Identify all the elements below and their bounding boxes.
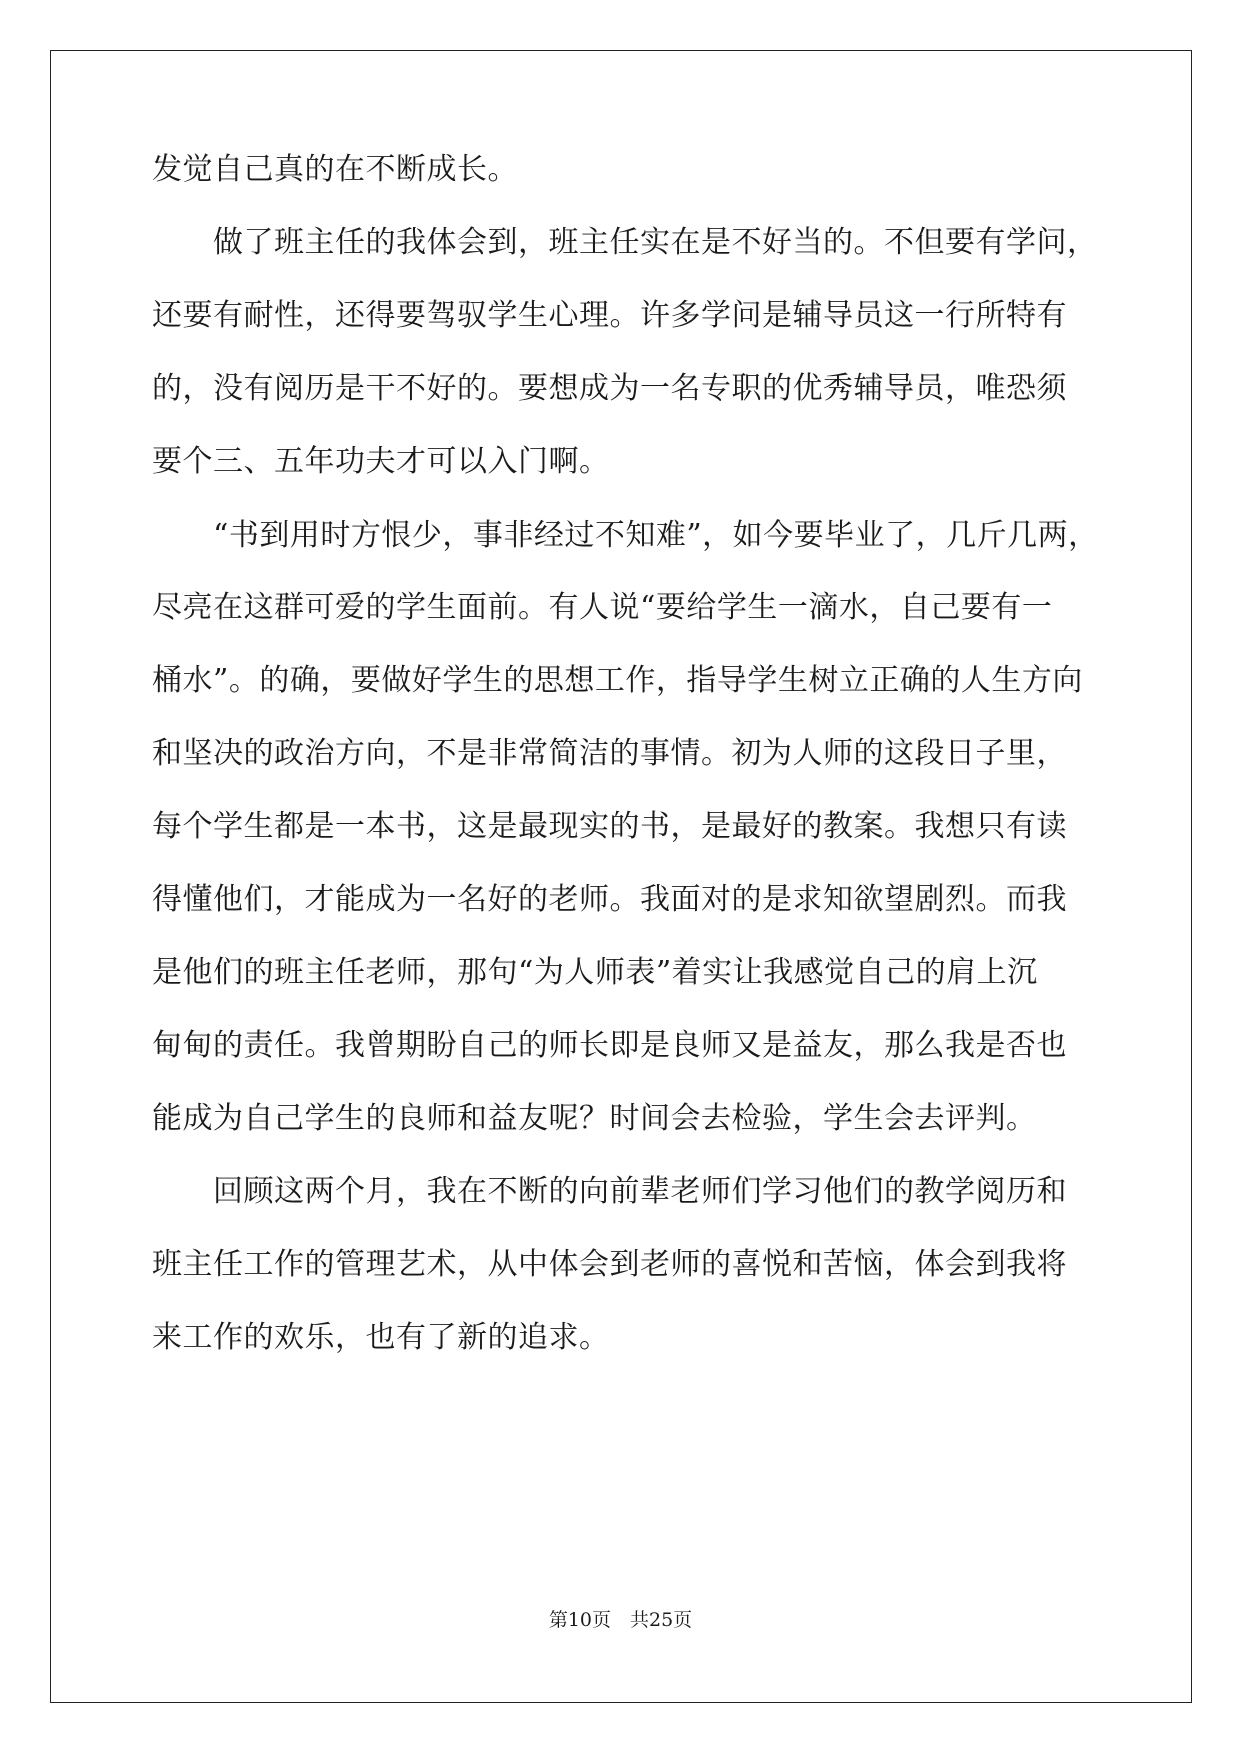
- text-line: 回顾这两个月，我在不断的向前辈老师们学习他们的教学阅历和: [152, 1174, 1067, 1209]
- text-line: “书到用时方恨少，事非经过不知难”，如今要毕业了，几斤几两，: [152, 518, 1099, 553]
- text-line: 发觉自己真的在不断成长。: [152, 152, 518, 187]
- page-number: 第10页 共25页: [548, 1609, 693, 1631]
- text-line: 和坚决的政治方向，不是非常简洁的事情。初为人师的这段日子里，: [152, 736, 1067, 771]
- text-line: 是他们的班主任老师，那句“为人师表”着实让我感觉自己的肩上沉: [152, 955, 1038, 990]
- text-line: 尽亮在这群可爱的学生面前。有人说“要给学生一滴水，自己要有一: [152, 590, 1053, 625]
- text-line: 的，没有阅历是干不好的。要想成为一名专职的优秀辅导员，唯恐须: [152, 371, 1067, 406]
- text-line: 还要有耐性，还得要驾驭学生心理。许多学问是辅导员这一行所特有: [152, 298, 1067, 333]
- text-line: 桶水”。的确，要做好学生的思想工作，指导学生树立正确的人生方向: [152, 663, 1083, 698]
- text-line: 来工作的欢乐，也有了新的追求。: [152, 1320, 610, 1355]
- text-line: 甸甸的责任。我曾期盼自己的师长即是良师又是益友，那么我是否也: [152, 1028, 1067, 1063]
- text-line: 要个三、五年功夫才可以入门啊。: [152, 444, 610, 479]
- text-line: 班主任工作的管理艺术，从中体会到老师的喜悦和苦恼，体会到我将: [152, 1247, 1067, 1282]
- text-line: 每个学生都是一本书，这是最现实的书，是最好的教案。我想只有读: [152, 809, 1067, 844]
- text-line: 得懂他们，才能成为一名好的老师。我面对的是求知欲望剧烈。而我: [152, 882, 1067, 917]
- text-line: 做了班主任的我体会到，班主任实在是不好当的。不但要有学问，: [152, 225, 1098, 260]
- text-line: 能成为自己学生的良师和益友呢？时间会去检验，学生会去评判。: [152, 1101, 1037, 1136]
